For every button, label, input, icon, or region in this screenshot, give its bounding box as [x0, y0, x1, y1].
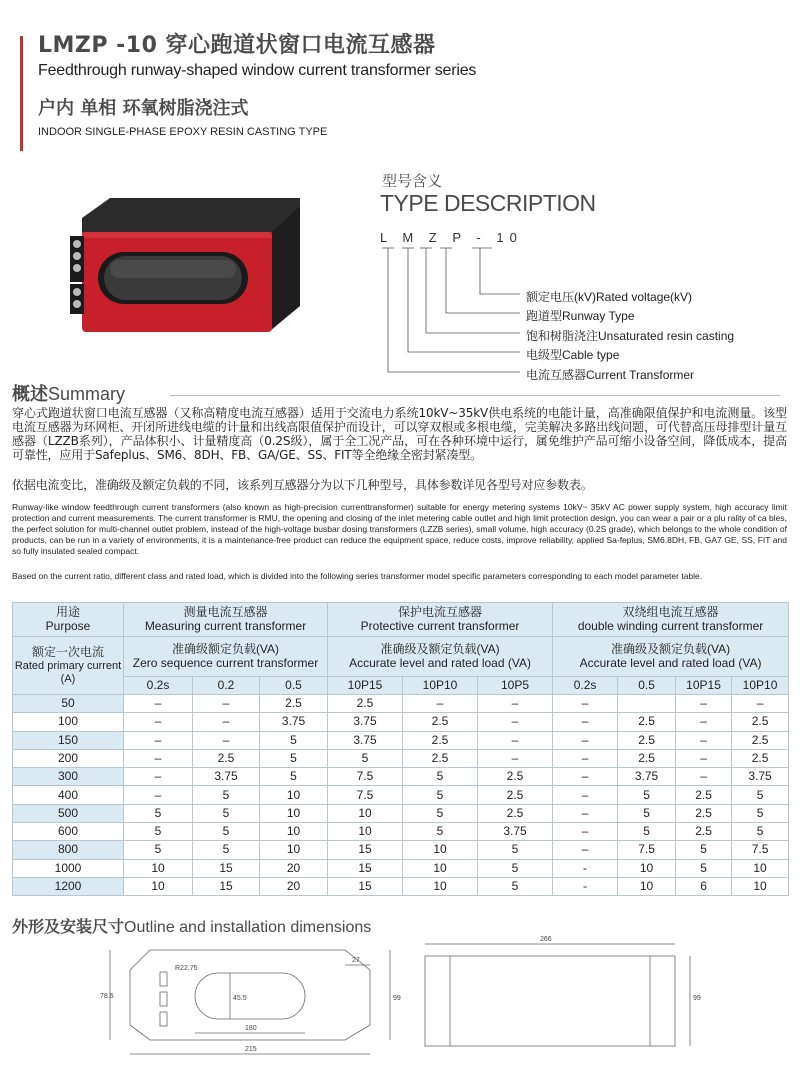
summary-heading-cn: 概述	[12, 384, 48, 405]
table-cell: 10	[260, 786, 328, 804]
table-cell: 5	[260, 731, 328, 749]
table-header-purpose	[13, 603, 789, 637]
table-cell: 15	[328, 859, 403, 877]
table-cell: 10	[618, 877, 676, 895]
table-cell: 3.75	[260, 713, 328, 731]
table-cell: 2.5	[676, 823, 732, 841]
table-cell: 5	[260, 749, 328, 767]
table-cell: –	[193, 713, 260, 731]
table-cell: –	[676, 695, 732, 713]
current-transformer-illustration	[60, 196, 310, 346]
table-cell: –	[553, 786, 618, 804]
table-cell: 10	[260, 804, 328, 822]
outline-heading-cn: 外形及安装尺寸	[12, 917, 125, 936]
table-cell: 10	[260, 841, 328, 859]
table-cell: 5	[618, 786, 676, 804]
table-cell: –	[553, 749, 618, 767]
rated-current-value: 100	[13, 713, 124, 731]
table-cell: 3.75	[478, 823, 553, 841]
table-cell: –	[403, 695, 478, 713]
rated-current-value: 50	[13, 695, 124, 713]
table-cell: –	[553, 804, 618, 822]
table-cell: 2.5	[618, 713, 676, 731]
dim-27: 27	[352, 957, 360, 964]
table-cell: 2.5	[676, 786, 732, 804]
table-cell: 5	[193, 804, 260, 822]
table-cell: 3.75	[328, 731, 403, 749]
table-cell: 15	[193, 877, 260, 895]
table-cell: –	[676, 768, 732, 786]
purpose-cell: 用途 Purpose	[13, 603, 124, 637]
table-cell: –	[124, 768, 193, 786]
table-cell: 5	[618, 823, 676, 841]
table-cell: 7.5	[328, 786, 403, 804]
table-cell: –	[124, 731, 193, 749]
class-header-cell: 10P10	[732, 677, 789, 695]
table-row	[13, 786, 789, 804]
table-cell: 10	[403, 859, 478, 877]
table-cell: 20	[260, 859, 328, 877]
table-cell: -	[553, 859, 618, 877]
table-cell: 7.5	[328, 768, 403, 786]
table-cell: –	[553, 695, 618, 713]
sub-header-double: 准确级及额定负载(VA) Accurate level and rated load (VA)	[553, 637, 789, 677]
class-header-cell: 0.2	[193, 677, 260, 695]
table-cell: –	[553, 841, 618, 859]
table-cell: 5	[732, 786, 789, 804]
table-cell: 5	[478, 859, 553, 877]
summary-paragraph-cn-2: 依据电流变比，准确级及额定负载的不同，该系列互感器分为以下几种型号，具体参数详见各型号对应参数表。	[12, 478, 593, 492]
table-cell: 2.5	[618, 749, 676, 767]
dim-45-5: 45.5	[233, 995, 247, 1002]
table-cell: –	[553, 713, 618, 731]
group-measuring: 测量电流互感器 Measuring current transformer	[124, 603, 328, 637]
type-item-runway: 跑道型Runway Type	[526, 309, 635, 323]
table-cell: –	[553, 823, 618, 841]
side-view-outline	[425, 956, 675, 1046]
summary-heading-en: Summary	[48, 384, 126, 404]
table-cell: 5	[618, 804, 676, 822]
table-body	[13, 695, 789, 896]
table-cell: 2.5	[403, 713, 478, 731]
summary-paragraph-cn-1: 穿心式跑道状窗口电流互感器（又称高精度电流互感器）适用于交流电力系统10kV~35kV供电系统的电能计量，高准确限值保护和电流测量。该型电流互感器为环网柜、开闭所进线电缆的计量和出线高限值保护而设计，可以穿双根或多根电缆，完美解决多路出线问题，可代替高压母排型计量互感器（LZZB系列），产品体积小、计量精度高（0.2S级），属于全工况产品，可在各种环境中运行，属免维护产品可缩小设备空间，降低成本，提高可靠性，应用于Safeplus、SM6、8DH、FB、GA/GE、SS、FIT等全绝缘全密封紧凑型。	[12, 406, 787, 462]
terminal-2	[160, 992, 167, 1006]
group-protective: 保护电流互感器 Protective current transformer	[328, 603, 553, 637]
table-cell: -	[553, 877, 618, 895]
table-cell: 2.5	[478, 804, 553, 822]
terminal-1	[160, 972, 167, 986]
table-header-accuracy	[13, 637, 789, 677]
table-row	[13, 804, 789, 822]
page-header	[0, 28, 800, 156]
table-cell: 10	[328, 823, 403, 841]
group-double-winding: 双绕组电流互感器 double winding current transformer	[553, 603, 789, 637]
table-cell: –	[553, 731, 618, 749]
class-header-cell: 0.5	[260, 677, 328, 695]
table-cell: –	[478, 713, 553, 731]
summary-paragraph-en-1: Runway-like window feedthrough current transformers (also known as high-precision currenttransformer) suitable for energy metering systems 10kV~ 35kV AC power supply system, high accuracy limit protection and current measurements. The current transformer is RMU, the opening and closing of the inlet metering cable outlet and high limit protection design, you can wear a pair or a plu rality of ca bles, the perfect solution for multi-channel outlet problem, instead of the high-voltage busbar dosing transformers (LZZB series), small volume, high accuracy (0.2S grade), which belongs to the whole condition of products, can be run in a variety of environments, it is a maintenance-free product can reduce the equipment space, reduce costs, improve reliability, applied Sa-feplus, SM6.8DH, FB, GA7 GE, SS, FIT and so fully insulated sealed compact.	[12, 502, 787, 556]
table-cell: 5	[403, 768, 478, 786]
table-cell: 5	[676, 859, 732, 877]
table-cell: –	[478, 749, 553, 767]
subtitle-cn: 户内 单相 环氧树脂浇注式	[38, 98, 249, 119]
table-cell: 2.5	[403, 749, 478, 767]
title-en: Feedthrough runway-shaped window current transformer series	[38, 62, 477, 79]
table-cell: 2.5	[732, 749, 789, 767]
table-cell: 3.75	[732, 768, 789, 786]
table-cell: 5	[478, 877, 553, 895]
rated-current-value: 500	[13, 804, 124, 822]
parameter-table	[12, 602, 789, 896]
table-cell: 5	[478, 841, 553, 859]
class-header-cell: 10P15	[328, 677, 403, 695]
class-header-cell: 10P5	[478, 677, 553, 695]
table-row	[13, 823, 789, 841]
table-header-classes	[13, 677, 789, 695]
table-cell: 7.5	[618, 841, 676, 859]
type-desc-title-en: TYPE DESCRIPTION	[380, 190, 596, 216]
type-desc-title-cn: 型号含义	[382, 172, 443, 190]
rated-current-value: 200	[13, 749, 124, 767]
summary-paragraph-en-2: Based on the current ratio, different class and rated load, which is divided into the following series transformer model specific parameters corresponding to each model parameter table.	[12, 571, 703, 581]
table-cell: 10	[328, 804, 403, 822]
type-description	[380, 170, 780, 390]
table-cell: –	[124, 695, 193, 713]
table-cell: 10	[618, 859, 676, 877]
table-cell: 10	[732, 877, 789, 895]
table-cell: 10	[403, 841, 478, 859]
table-cell: –	[478, 695, 553, 713]
table-cell: 5	[676, 841, 732, 859]
table-cell: 2.5	[732, 731, 789, 749]
table-cell: 5	[124, 823, 193, 841]
table-cell: –	[676, 731, 732, 749]
type-item-cable: 电级型Cable type	[526, 348, 620, 362]
table-cell: –	[124, 786, 193, 804]
table-row	[13, 841, 789, 859]
table-cell: 7.5	[732, 841, 789, 859]
rated-current-value: 1200	[13, 877, 124, 895]
rated-current-value: 300	[13, 768, 124, 786]
type-item-voltage: 额定电压(kV)Rated voltage(kV)	[526, 290, 693, 304]
product-photo	[60, 196, 310, 346]
table-cell: 5	[328, 749, 403, 767]
terminal-3	[160, 1012, 167, 1026]
table-cell: 10	[260, 823, 328, 841]
table-row	[13, 731, 789, 749]
table-cell: 2.5	[732, 713, 789, 731]
table-row	[13, 713, 789, 731]
table-cell: 5	[403, 804, 478, 822]
table-row	[13, 877, 789, 895]
table-cell: –	[124, 749, 193, 767]
class-header-cell: 0.2s	[553, 677, 618, 695]
dim-180: 180	[245, 1025, 257, 1032]
table-cell: –	[478, 731, 553, 749]
table-cell: 2.5	[260, 695, 328, 713]
table-cell: 15	[193, 859, 260, 877]
summary-divider	[170, 395, 780, 396]
type-item-resin: 饱和树脂浇注Unsaturated resin casting	[526, 329, 735, 343]
table-cell: –	[193, 695, 260, 713]
dim-266: 266	[540, 936, 552, 943]
table-cell: 10	[124, 859, 193, 877]
table-cell: 2.5	[676, 804, 732, 822]
table-cell: 5	[124, 804, 193, 822]
type-item-ct: 电流互感器Current Transformer	[526, 368, 695, 382]
dim-99b: 99	[693, 995, 701, 1002]
front-view-window	[195, 973, 305, 1019]
table-cell: 10	[124, 877, 193, 895]
table-cell: 5	[732, 804, 789, 822]
table-cell: 2.5	[328, 695, 403, 713]
table-row	[13, 749, 789, 767]
table-cell: 3.75	[618, 768, 676, 786]
table-cell: 2.5	[478, 768, 553, 786]
table-cell: –	[553, 768, 618, 786]
summary-heading	[12, 380, 125, 406]
table-cell: 5	[260, 768, 328, 786]
table-cell: –	[676, 749, 732, 767]
table-row	[13, 695, 789, 713]
table-cell: 5	[193, 823, 260, 841]
outline-drawing	[100, 930, 800, 1070]
table-cell: 5	[732, 823, 789, 841]
table-cell: –	[124, 713, 193, 731]
sub-header-measuring: 准确级额定负载(VA) Zero sequence current transformer	[124, 637, 328, 677]
type-tree-lines	[380, 242, 520, 382]
dim-78-5: 78.5	[100, 993, 114, 1000]
table-cell: 5	[403, 823, 478, 841]
table-cell: 5	[403, 786, 478, 804]
table-cell: –	[193, 731, 260, 749]
table-cell: 6	[676, 877, 732, 895]
table-cell: 10	[403, 877, 478, 895]
table-cell: 3.75	[193, 768, 260, 786]
sub-header-protective: 准确级及额定负载(VA) Accurate level and rated load (VA)	[328, 637, 553, 677]
class-header-cell: 0.5	[618, 677, 676, 695]
subtitle-en: INDOOR SINGLE-PHASE EPOXY RESIN CASTING TYPE	[38, 126, 328, 138]
dim-215: 215	[245, 1046, 257, 1053]
table-cell: 3.75	[328, 713, 403, 731]
rated-current-value: 800	[13, 841, 124, 859]
table-cell: 2.5	[618, 731, 676, 749]
table-cell: 5	[124, 841, 193, 859]
table-cell: 2.5	[478, 786, 553, 804]
table-cell: 5	[193, 786, 260, 804]
table-cell: 15	[328, 877, 403, 895]
table-cell	[618, 695, 676, 713]
dim-radius: R22.75	[175, 965, 198, 972]
rated-current-value: 600	[13, 823, 124, 841]
table-cell: 20	[260, 877, 328, 895]
table-cell: –	[676, 713, 732, 731]
table-cell: 2.5	[403, 731, 478, 749]
table-row	[13, 859, 789, 877]
class-header-cell: 10P15	[676, 677, 732, 695]
accent-bar	[20, 36, 23, 151]
class-header-cell: 10P10	[403, 677, 478, 695]
rated-current-value: 400	[13, 786, 124, 804]
table-row	[13, 768, 789, 786]
table-cell: 10	[732, 859, 789, 877]
model-code: L M Z P - 10	[380, 230, 523, 245]
table-cell: 5	[193, 841, 260, 859]
outline-heading-en: Outline and installation dimensions	[124, 919, 372, 936]
dim-99a: 99	[393, 995, 401, 1002]
rated-current-cell: 额定一次电流 Rated primary current (A)	[13, 637, 124, 695]
table-cell: 2.5	[193, 749, 260, 767]
title-cn: LMZP -10 穿心跑道状窗口电流互感器	[38, 33, 436, 58]
rated-current-value: 150	[13, 731, 124, 749]
table-cell: –	[732, 695, 789, 713]
rated-current-value: 1000	[13, 859, 124, 877]
table-cell: 15	[328, 841, 403, 859]
dimension-drawing-svg	[100, 930, 800, 1070]
class-header-cell: 0.2s	[124, 677, 193, 695]
